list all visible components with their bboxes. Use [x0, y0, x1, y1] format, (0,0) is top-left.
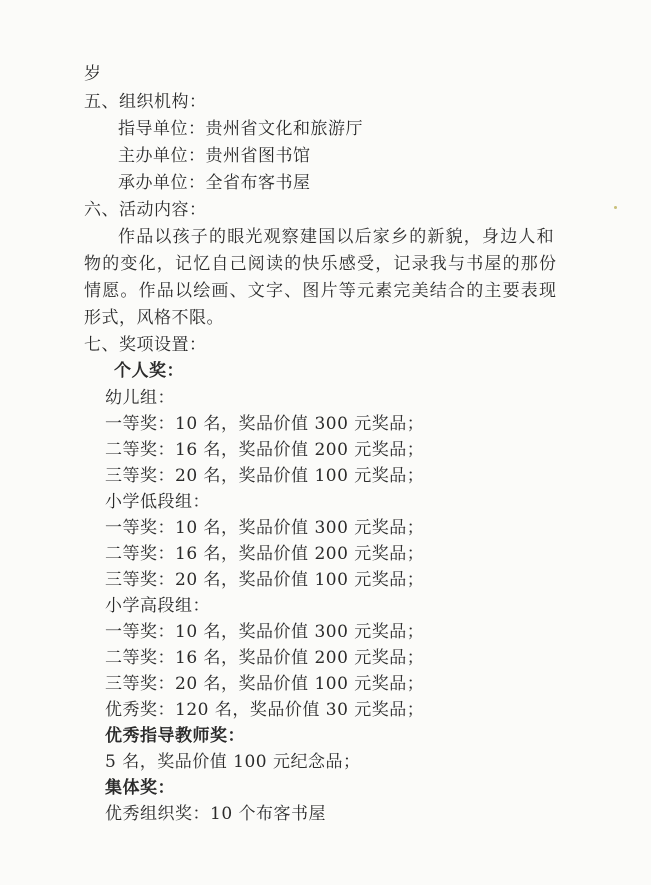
- award-line: 三等奖：20 名，奖品价值 100 元奖品；: [105, 570, 425, 590]
- award-line: 三等奖：20 名，奖品价值 100 元奖品；: [105, 466, 425, 486]
- section-heading-awards: 七、奖项设置：: [84, 335, 207, 355]
- paragraph-line: 形式，风格不限。: [84, 308, 224, 328]
- group-heading: 幼儿组：: [105, 388, 175, 408]
- text-line: 承办单位：全省布客书屋: [118, 173, 311, 193]
- award-line: 一等奖：10 名，奖品价值 300 元奖品；: [105, 622, 425, 642]
- text-line: 指导单位：贵州省文化和旅游厅: [118, 119, 363, 139]
- award-line: 优秀奖：120 名，奖品价值 30 元奖品；: [105, 700, 425, 720]
- award-category-heading: 优秀指导教师奖：: [105, 726, 245, 746]
- award-line: 二等奖：16 名，奖品价值 200 元奖品；: [105, 648, 425, 668]
- text-line: 主办单位：贵州省图书馆: [118, 146, 311, 166]
- text-line: 岁: [84, 64, 102, 84]
- award-line: 二等奖：16 名，奖品价值 200 元奖品；: [105, 544, 425, 564]
- group-heading: 小学高段组：: [105, 596, 210, 616]
- section-heading-content: 六、活动内容：: [84, 200, 207, 220]
- group-heading: 小学低段组：: [105, 492, 210, 512]
- paragraph-line: 作品以孩子的眼光观察建国以后家乡的新貌，身边人和: [118, 227, 555, 247]
- award-line: 优秀组织奖：10 个布客书屋: [105, 804, 327, 824]
- award-category-heading: 个人奖：: [114, 361, 184, 381]
- award-line: 5 名，奖品价值 100 元纪念品；: [105, 752, 361, 772]
- section-heading-organization: 五、组织机构：: [84, 92, 207, 112]
- award-line: 一等奖：10 名，奖品价值 300 元奖品；: [105, 414, 425, 434]
- award-line: 三等奖：20 名，奖品价值 100 元奖品；: [105, 674, 425, 694]
- award-line: 一等奖：10 名，奖品价值 300 元奖品；: [105, 518, 425, 538]
- award-line: 二等奖：16 名，奖品价值 200 元奖品；: [105, 440, 425, 460]
- paragraph-line: 情愿。作品以绘画、文字、图片等元素完美结合的主要表现: [84, 281, 558, 301]
- paragraph-line: 物的变化，记忆自己阅读的快乐感受，记录我与书屋的那份: [84, 254, 558, 274]
- award-category-heading: 集体奖：: [105, 778, 175, 798]
- paper-speck: [614, 206, 617, 209]
